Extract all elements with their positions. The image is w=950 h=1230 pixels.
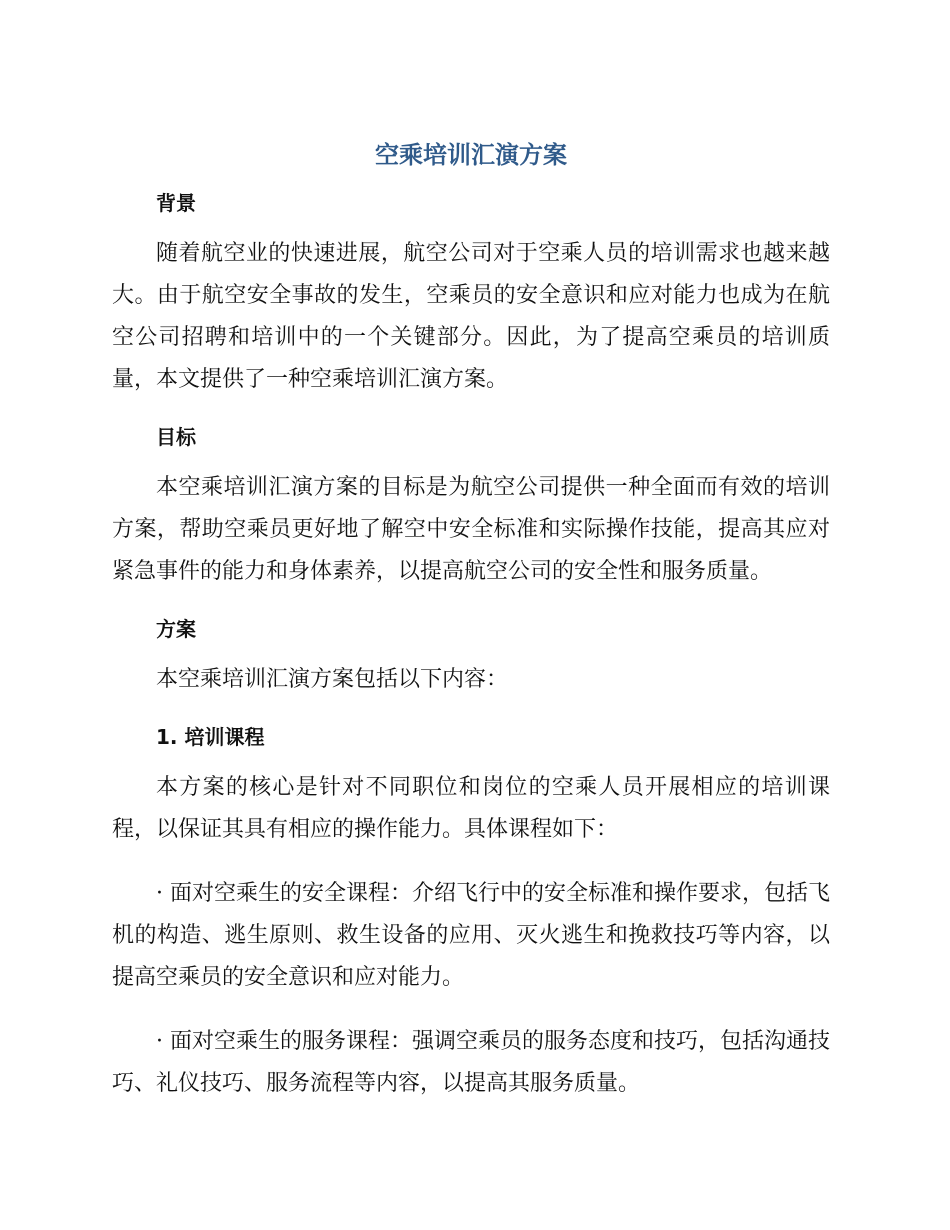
training-paragraph: 本方案的核心是针对不同职位和岗位的空乘人员开展相应的培训课程，以保证其具有相应的操作能力。具体课程如下： [112, 775, 830, 843]
background-paragraph: 随着航空业的快速进展，航空公司对于空乘人员的培训需求也越来越大。由于航空安全事故的发生，空乘员的安全意识和应对能力也成为在航空公司招聘和培训中的一个关键部分。因此，为了提高空乘员的培训质量，本文提供了一种空乘培训汇演方案。 [112, 241, 830, 393]
list-item: · 面对空乘生的服务课程：强调空乘员的服务态度和技巧，包括沟通技巧、礼仪技巧、服务流程等内容，以提高其服务质量。 [112, 1029, 830, 1097]
document-title: 空乘培训汇演方案 [375, 141, 567, 169]
section-heading-plan: 方案 [156, 617, 196, 642]
document-body [112, 140, 830, 1127]
goal-paragraph: 本空乘培训汇演方案的目标是为航空公司提供一种全面而有效的培训方案，帮助空乘员更好地了解空中安全标准和实际操作技能，提高其应对紧急事件的能力和身体素养，以提高航空公司的安全性和服务质量。 [112, 475, 830, 585]
section-heading-goal: 目标 [156, 425, 196, 450]
section-heading-background: 背景 [156, 191, 196, 216]
plan-intro-paragraph: 本空乘培训汇演方案包括以下内容： [156, 667, 509, 693]
section-heading-training: 1. 培训课程 [156, 725, 265, 750]
list-item: · 面对空乘生的安全课程：介绍飞行中的安全标准和操作要求，包括飞机的构造、逃生原则、救生设备的应用、灭火逃生和挽救技巧等内容，以提高空乘员的安全意识和应对能力。 [112, 881, 830, 991]
